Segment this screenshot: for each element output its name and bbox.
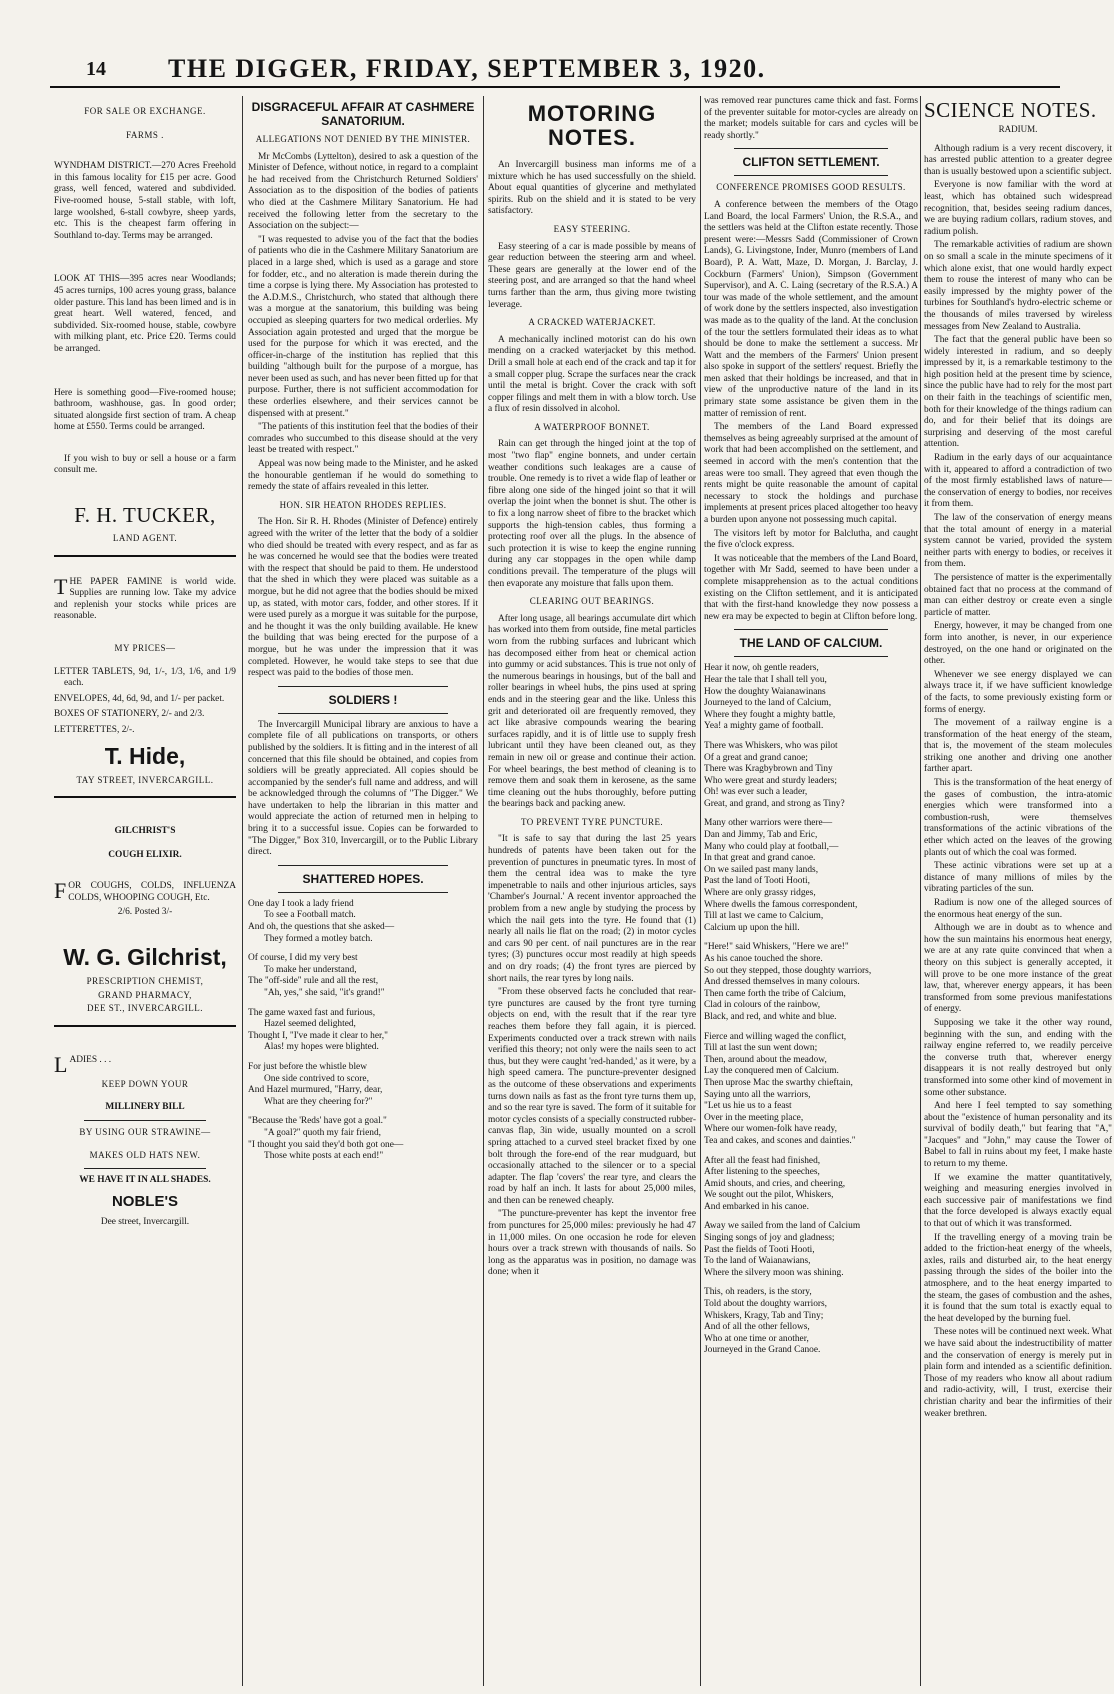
poem-line: As his canoe touched the shore. [704, 954, 823, 964]
poem-line: Calcium up upon the hill. [704, 922, 800, 933]
clifton-headline: CLIFTON SETTLEMENT. [742, 155, 880, 170]
motoring-paragraph: An Invercargill business man informs me of a mixture which he has used successfully on the shield. About equal quantities of glycerine and methylated spirits. Rub on the shield and it is stated to be very satisfactory. [488, 160, 696, 217]
poem-line: Where they fought a mighty battle, [704, 709, 836, 720]
price-letter-tablets: LETTER TABLETS, 9d, 1/-, 1/3, 1/6, and 1/9 each. [54, 666, 236, 689]
column-motoring [488, 96, 696, 1686]
clifton-paragraph: A conference between the members of the Otago Land Board, the local Farmers' Union, the R.S.A., and the settlers was held at the Clifton estate recently. Those present were:—Messrs Sadd (Commissioner of Crown Lands), G. Livingstone, Inder, Munro (members of Land Board), P. A. Watt, Maze, D. Morgan, J. Barclay, J. Cockburn (Farmers' Union), Simpson (Government Supervisor), and A. C. Laing (secretary of the R.S.A.) A tour was made of the whole settlement, and the amount of work done by the settlers inspected, also investigation was made as to the quality of the land. At the conclusion of the tour the settlers formulated their ideas as to what should be done to make the settlement a success. Mr Watt and the members of the Farmers' Union present also spoke in support of the settlers' request. Briefly the men asked that their holdings be increased, and that in view of the unproductive nature of the land in its primary state some assistance be given them in the matter of remission of rent. [704, 199, 918, 419]
poem-stanza [248, 953, 478, 999]
poem-line: Tea and cakes, and scones and dainties." [704, 1135, 856, 1146]
poem-line: Hear it now, oh gentle readers, [704, 663, 819, 674]
price-letterettes: LETTERETTES, 2/-. [54, 725, 135, 735]
sanatorium-headline: DISGRACEFUL AFFAIR AT CASHMERE SANATORIUM. [251, 100, 475, 128]
divider [278, 686, 448, 687]
price-stationery: BOXES OF STATIONERY, 2/- and 2/3. [54, 709, 205, 720]
poem-line: And dressed themselves in many colours. [704, 977, 860, 988]
agent-name: F. H. TUCKER, [74, 503, 216, 528]
poem-line: Till at last we came to Calcium, [704, 911, 824, 922]
poem-line: There was Whiskers, who was pilot [704, 740, 838, 751]
poem-stanza [704, 1287, 918, 1357]
poem-line: Past the fields of Tooti Hooti, [704, 1244, 815, 1255]
poem-line: Many other warriors were there— [704, 818, 833, 829]
hide-address: TAY STREET, INVERCARGILL. [76, 774, 214, 785]
motoring-headline: MOTORING NOTES. [527, 101, 657, 150]
science-paragraph: These notes will be continued next week. What we have said about the indestructibility of matter and the conservation of energy is merely put in plain form and intended as a scientific definition. Those of my readers who know all about radium and radio-activity, will, I trust, exercise their christian charity and bear the infirmities of their weaker brethren. [924, 1327, 1112, 1419]
poem-line: Singing songs of joy and gladness; [704, 1233, 835, 1244]
science-paragraph: This is the transformation of the heat energy of the gases of combustion, the intra-atomic energies which were transformed into a combustion-rush, were themselves transformations of the actinic vibrations of the ether which acted on the leaves of the growing plants out of which the coal was formed. [924, 778, 1112, 858]
poem-line: Thought I, "I've made it clear to her," [248, 1030, 388, 1041]
poem-line: On we sailed past many lands, [704, 864, 819, 875]
column-sanatorium [248, 96, 478, 1686]
poem-line: Many who could play at football,— [704, 841, 839, 852]
gilchrist-price: 2/6. Posted 3/- [117, 906, 173, 917]
poem-stanza [248, 1062, 478, 1108]
column-divider [242, 96, 243, 1686]
poem-line: We sought out the pilot, Whiskers, [704, 1190, 834, 1201]
ladies-line-2: MILLINERY BILL [105, 1102, 185, 1113]
poem-stanza [248, 1008, 478, 1054]
poem-line: After listening to the speeches, [704, 1167, 820, 1178]
sanatorium-paragraph: "I was requested to advise you of the fact that the bodies of patients who die in the Cashmere Military Sanatorium are placed in a large shed, which is used as a garage and store for fodder, etc., and no alteration is made therein during the time a corpse is lying there. My Association has protested to the A.D.M.S., Christchurch, who stated that although there was a morgue at the sanatorium, this building was being occupied as sleeping quarters for two medical orderlies. My Association again protested and urged that the morgue be used for the purpose for which it was erected, and the officer-in-charge of the institution has replied that this building "although built for the purpose of a morgue, has never been used as such, and has never been fitted up for that purpose. Further, there is not sufficient accommodation for these orderlies elsewhere, and their services cannot be dispensed with at present." [248, 234, 478, 419]
poem-line: One side contrived to score, [264, 1073, 369, 1084]
poem-line: After all the feast had finished, [704, 1155, 821, 1166]
agent-title: LAND AGENT. [112, 533, 178, 544]
farm-ad-wyndham: WYNDHAM DISTRICT.—270 Acres Freehold in this famous locality for £15 per acre. Good grass, well fenced, watered and subdivided. Five-roomed house, 5-stall stable, with loft, large woolshed, 6-stall cowbyre, sheep yards, etc. This is the cheapest farm offering in Southland to-day. Terms may be arranged. [54, 161, 236, 241]
science-paragraph: And here I feel tempted to say something about the "existence of human personality and its survival of bodily death," but fearing that "A," "Jacques" and "John," may cause the Tower of Babel to fall in ruins about my feet, I make haste to return to my theme. [924, 1101, 1112, 1170]
science-paragraph: Supposing we take it the other way round, beginning with the sun, and ending with the railway engine referred to, we readily perceive the converse truth that, wherever energy disappears it is not really destroyed but only transformed into some other kind of movement in some other substance. [924, 1017, 1112, 1098]
poem-line: And Hazel murmured, "Harry, dear, [248, 1085, 383, 1096]
divider [54, 555, 236, 557]
poem-line: And of all the other fellows, [704, 1322, 810, 1333]
divider [734, 629, 888, 630]
rhodes-subhead: HON. SIR HEATON RHODES REPLIES. [279, 499, 447, 510]
ladies-line-4: MAKES OLD HATS NEW. [89, 1150, 201, 1161]
poem-line: To make her understand, [264, 964, 357, 975]
science-paragraph: Although we are in doubt as to whence and how the sun maintains his enormous heat energy, we are at any rate quite convinced that when a theory on this subject is generally accepted, it will prove to be one more instance of the great law, that, wherever energy appears, it has been transformed from some previous manifestations of energy. [924, 923, 1112, 1015]
divider [54, 796, 236, 798]
poem-line: Who were great and sturdy leaders; [704, 775, 838, 786]
poem-line: "Here!" said Whiskers, "Here we are!" [704, 942, 849, 953]
calcium-poem [704, 663, 918, 1357]
poem-line: So out they stepped, those doughty warriors, [704, 965, 872, 976]
poem-line: "A goal?" quoth my fair friend, [264, 1127, 381, 1138]
poem-stanza [704, 1156, 918, 1214]
poem-line: Past the land of Tooti Hooti, [704, 876, 810, 887]
poem-stanza [248, 1116, 478, 1162]
poem-line: In that great and grand canoe. [704, 853, 816, 864]
poem-line: Away we sailed from the land of Calcium [704, 1221, 861, 1232]
clifton-paragraph: The visitors left by motor for Balclutha, and caught the five o'clock express. [704, 528, 918, 551]
gilchrist-line-3: DEE ST., INVERCARGILL. [86, 1003, 204, 1014]
newspaper-title: THE DIGGER, FRIDAY, SEPTEMBER 3, 1920. [168, 54, 766, 83]
poem-line: Whiskers, Kragy, Tab and Tiny; [704, 1310, 824, 1321]
poem-line: And oh, the questions that she asked— [248, 922, 395, 933]
poem-line: Dan and Jimmy, Tab and Eric, [704, 830, 818, 841]
motoring-paragraph: "From these observed facts he concluded that rear-tyre punctures are caused by the front tyre turning objects on end, with the result that if the rear tyre reaches them before they fall again, it is pierced. Experiments conducted over a track strewn with nails verified this theory; not only were the nails seen to act thus, but they were caught 'red-handed,' as it were, by a high speed camera. The puncture-preventer designed as the outcome of these observations and experiments turns down nails as fast as the front tyre turns them up, and so the rear tyre is saved. The form of it suitable for motor cycles consists of a specially constructed rubber-canvas flap, 3in wide, usually mounted on a scroll spring attached to a curved steel bracket fixed by one bolt through the fore-end of the rear mudguard, but occasionally attached to the silencer or to a special adapter. The flap 'covers' the rear tyre, and clears the road by half an inch. It lasts for about 25,000 miles, and then can be renewed cheaply. [488, 987, 696, 1206]
poem-line: Hazel seemed delighted, [264, 1019, 356, 1030]
sanatorium-paragraph: Appeal was now being made to the Minister, and he asked the honourable gentleman if he would do something to remedy the state of affairs revealed in this letter. [248, 459, 478, 493]
poem-line: Oh! was ever such a leader, [704, 787, 808, 798]
poem-line: Of a great and grand canoe; [704, 752, 808, 763]
for-sale-heading: FOR SALE OR EXCHANGE. [84, 106, 206, 116]
bonnet-subhead: A WATERPROOF BONNET. [534, 421, 650, 432]
poem-line: Where the silvery moon was shining. [704, 1267, 844, 1278]
poem-line: "Let us hie us to a feast [704, 1101, 792, 1112]
sanatorium-paragraph: Mr McCombs (Lyttelton), desired to ask a question of the Minister of Defence, without notice, in regard to a complaint he had received from the Christchurch Returned Soldiers' Association as to the disposition of the bodies of patients who died at the Cashmere Military Sanatorium. He had received the following letter from the secretary to the Association on the subject:— [248, 151, 478, 232]
soldiers-headline: SOLDIERS ! [328, 692, 398, 707]
poem-line: Yea! a mighty game of football. [704, 721, 824, 732]
sanatorium-subhead: ALLEGATIONS NOT DENIED BY THE MINISTER. [255, 134, 471, 144]
poem-line: They formed a motley batch. [264, 933, 373, 944]
poem-line: Alas! my hopes were blighted. [264, 1042, 379, 1053]
poem-stanza [704, 663, 918, 733]
poem-line: For just before the whistle blew [248, 1061, 367, 1072]
poem-line: Fierce and willing waged the conflict, [704, 1031, 847, 1042]
poem-line: Then, around about the meadow, [704, 1054, 827, 1065]
poem-line: Lay the conquered men of Calcium. [704, 1066, 839, 1077]
divider [278, 713, 448, 714]
poem-line: One day I took a lady friend [248, 898, 354, 909]
divider [54, 1025, 236, 1027]
ladies-heading: LADIES . . . [54, 1051, 112, 1077]
column-divider [920, 96, 921, 1686]
ladies-line-5: WE HAVE IT IN ALL SHADES. [79, 1174, 211, 1185]
science-paragraph: The movement of a railway engine is a transformation of the heat energy of the steam, that is, the movement of the steam molecules striking one another and driving one another farther apart. [924, 718, 1112, 775]
column-clifton [704, 96, 918, 1686]
poem-stanza [704, 1032, 918, 1148]
nobles-address: Dee street, Invercargill. [100, 1216, 190, 1227]
hide-brand: T. Hide, [104, 742, 186, 769]
column-science [924, 96, 1112, 1686]
nobles-brand: NOBLE'S [111, 1192, 179, 1210]
poem-line: Amid shouts, and cries, and cheering, [704, 1178, 846, 1189]
divider [734, 148, 888, 149]
poem-stanza [704, 942, 918, 1023]
gilchrist-brand: W. G. Gilchrist, [63, 944, 227, 971]
divider [278, 892, 448, 893]
poem-stanza [704, 1221, 918, 1279]
gilchrist-product-name: COUGH ELIXIR. [108, 849, 182, 860]
poem-line: This, oh readers, is the story, [704, 1287, 812, 1298]
poem-line: Then came forth the tribe of Calcium, [704, 988, 846, 999]
poem-line: Hear the tale that I shall tell you, [704, 674, 827, 685]
science-paragraph: Whenever we see energy displayed we can always trace it, if we have sufficient knowledge of the facts, to some previously existing form or forms of energy. [924, 669, 1112, 715]
divider [734, 656, 888, 657]
ladies-line-3: BY USING OUR STRAWINE— [79, 1126, 211, 1137]
consult-note: If you wish to buy or sell a house or a farm consult me. [54, 453, 236, 476]
science-paragraph: If the travelling energy of a moving train be added to the friction-heat energy of the wheels, axles, rails and disturbed air, to the heat energy passing through the sides of the boiler into the atmosphere, and to the heat energy imparted to the steam, the gases of combustion and the ashes, it is found that the sum total is exactly equal to the heat developed by the burning fuel. [924, 1232, 1112, 1324]
puncture-subhead: TO PREVENT TYRE PUNCTURE. [520, 816, 663, 827]
poem-stanza [248, 899, 478, 945]
price-envelopes: ENVELOPES, 4d, 6d, 9d, and 1/- per packet. [54, 693, 225, 704]
farm-ad-woodlands: LOOK AT THIS—395 acres near Woodlands; 45 acres turnips, 100 acres young grass, balance older pasture. This land has been limed and is in great heart. Well watered, fenced, and subdivided. Six-roomed house, stable, cowbyre with milking plant, etc. Price £20. Terms could be arranged. [54, 274, 236, 354]
poem-line: Then uprose Mac the swarthy chieftain, [704, 1077, 853, 1088]
poem-line: Black, and red, and white and blue. [704, 1011, 837, 1022]
poem-line: How the doughty Waianawinans [704, 686, 826, 697]
poem-line: Great, and grand, and strong as Tiny? [704, 798, 845, 809]
poem-line: There was Kragbybrown and Tiny [704, 764, 833, 775]
poem-line: Till at last the sun went down; [704, 1043, 818, 1054]
motoring-continued: was removed rear punctures came thick and fast. Forms of the preventer suitable for motor-cycles are already on the market; models suitable for cars and cycles will be ready shortly." [704, 96, 918, 141]
poem-line: The "off-side" rule and all the rest, [248, 976, 379, 987]
science-paragraph: Radium is now one of the alleged sources of the enormous heat energy of the sun. [924, 898, 1112, 920]
gilchrist-line-2: GRAND PHARMACY, [98, 989, 192, 1000]
divider [278, 865, 448, 866]
science-paragraph: If we examine the matter quantitatively, weighing and measuring energies involved in each successive pair of manifestations we find that the force developed is always exactly equal to that out of which it was transformed. [924, 1172, 1112, 1230]
poem-line: To the land of Waianawians, [704, 1256, 811, 1267]
page-number: 14 [86, 58, 106, 80]
science-paragraph: Although radium is a very recent discovery, it has arrested public attention to a greater degree than is usually bestowed upon a scientific subject. [924, 143, 1112, 177]
poem-line: "Because the 'Reds' have got a goal." [248, 1116, 387, 1127]
science-paragraph: Everyone is now familiar with the word at least, which has obtained such widespread recognition, that, besides seeing radium dances, we are buying radium collars, radium stoves, and radium polish. [924, 180, 1112, 237]
paper-famine-ad: THE PAPER FAMINE is world wide. Supplies are running low. Take my advice and replenish your stocks while prices are reasonable. [54, 573, 236, 622]
column-divider [700, 96, 701, 1686]
my-prices-heading: MY PRICES— [114, 643, 176, 654]
science-paragraph: The persistence of matter is the experimentally obtained fact that no process at the command of man can either destroy or create even a single particle of matter. [924, 572, 1112, 618]
poem-line: Those white posts at each end!" [264, 1151, 384, 1162]
motoring-paragraph: "It is safe to say that during the last 25 years hundreds of patents have been taken out for the prevention of punctures in pneumatic tyres. In most of them the central idea was to make the tyre impenetrable to nails and other injurious articles, says 'Chamber's Journal.' A recent inventor approached the problem from a new angle by studying the process by which the nail gets into the tyre. He found that (1) nearly all nails lie flat on the road; (2) in motor cycles and cars 90 per cent. of nail punctures are in the rear tyres; (3) punctures occur most readily at high speeds and on dry roads; (4) the front tyres are pierced by short nails, the rear tyres by long nails. [488, 834, 696, 984]
rhodes-paragraph: The Hon. Sir R. H. Rhodes (Minister of Defence) entirely agreed with the writer of the letter that the body of a soldier who died should be treated with every respect, and as far as he was concerned he would see that the bodies were treated with the respect that should be paid to them. He understood that the shed in which they were placed was suitable as a morgue, but he did not agree that the bodies should be mixed up, as stated, with motor cars, fodder, and other stores. If it were used purely as a morgue it was suitable for the purpose, and he thought it was the only building available. He knew the building that was being erected for the purpose of a morgue, but he was under the impression that it was completed. However, he would take steps to see that due respect was paid to the bodies of those men. [248, 517, 478, 679]
waterjacket-subhead: A CRACKED WATERJACKET. [528, 317, 656, 328]
gilchrist-product: GILCHRIST'S [114, 826, 176, 837]
motoring-paragraph: Rain can get through the hinged joint at the top of most "two flap" engine bonnets, and under certain weather conditions such leakages are a cause of trouble. One remedy is to rivet a wide flap of leather or fibre along one side of the hinged joint so that it will overlap the joint when the bonnet is shut. The other is to fix a long narrow sheet of fibre to the bracket which supports the high-tension cables, thus forming a protecting roof over all the plugs. In the absence of such protection it is wise to keep the engine running during any car stoppages in the open while damp conditions prevail. The temperature of the plugs will then evaporate any moisture that falls upon them. [488, 439, 696, 589]
science-paragraph: The fact that the general public have been so widely interested in radium, and so deeply impressed by it, is a remarkable testimony to the high position held at the present time by science, since the public have had to rely for the most part on their faith in the teachings of scientific men, both for their knowledge of the things radium can do, and for their belief that its doings are surprising and deserving of the most careful attention. [924, 335, 1112, 450]
motoring-paragraph: Easy steering of a car is made possible by means of gear reduction between the steering arm and wheel. These gears are generally at the lower end of the steering post, and are arranged so that the hand wheel turns farther than the arm, thus giving more twisting leverage. [488, 241, 696, 310]
clifton-paragraph: The members of the Land Board expressed themselves as being agreeably surprised at the amount of work that had been accomplished on the settlement, and seemed in accord with the men's contention that the areas were too small. They agreed that even though the rents might be quite reasonable the amount of capital necessary to stock the holdings and purchase implements at present prices placed altogether too heavy a burden upon anyone not possessing much capital. [704, 422, 918, 525]
farms-heading: FARMS . [126, 129, 164, 140]
poem-line: Journeyed to the land of Calcium, [704, 698, 832, 709]
poem-line: And embarked in his canoe. [704, 1201, 809, 1212]
clifton-subhead: CONFERENCE PROMISES GOOD RESULTS. [716, 182, 906, 193]
poem-line: Where are only grassy ridges, [704, 888, 816, 899]
poem-line: To see a Football match. [264, 910, 356, 921]
science-paragraph: The remarkable activities of radium are shown on so small a scale in the minute specimens of it which alone exist, that one would hardly expect them to rouse the interest of many who can be easily impressed by the mighty power of the turbines for Southland's hydro-electric scheme or the thousands of miles traversed by wireless messages from New Zealand to Australia. [924, 240, 1112, 332]
poem-line: Of course, I did my very best [248, 953, 358, 964]
poem-line: Journeyed in the Grand Canoe. [704, 1345, 821, 1356]
poem-line: Where dwells the famous correspondent, [704, 899, 858, 910]
science-paragraph: Radium in the early days of our acquaintance with it, appeared to afford a contradiction of two of the most firmly established laws of nature—the conservation of energy to bodies, nor receives it from them. [924, 453, 1112, 510]
shattered-hopes-headline: SHATTERED HOPES. [302, 871, 424, 886]
poem-line: Told about the doughty warriors, [704, 1299, 828, 1310]
divider [734, 175, 888, 176]
poem-line: "Ah, yes," she said, "it's grand!" [264, 988, 385, 998]
masthead [50, 56, 1060, 88]
clifton-paragraph: It was noticeable that the members of the Land Board, together with Mr Sadd, seemed to have been under a complete misapprehension as to the actual conditions existing on the Clifton settlement, and it is anticipated that with the first-hand knowledge they now possess a new era may be expected to begin at Clifton before long. [704, 553, 918, 622]
gilchrist-for: FOR COUGHS, COLDS, INFLUENZA COLDS, WHOOPING COUGH, Etc. [54, 878, 236, 904]
poem-stanza [704, 741, 918, 811]
house-ad: Here is something good—Five-roomed house; bathroom, washhouse, gas. In good order; situated alongside first section of tram. A cheap home at £550. Terms could be arranged. [54, 387, 236, 433]
poem-line: "I thought you said they'd both got one— [248, 1139, 404, 1150]
science-paragraph: These actinic vibrations were set up at a distance of many millions of miles by the vibrating particles of the sun. [924, 861, 1112, 895]
motoring-paragraph: A mechanically inclined motorist can do his own mending on a cracked waterjacket by this method. Drill a small hole at each end of the crack and tap it for a small copper plug. Scrape the surfaces near the crack until the metal is bright. Cover the crack with soft copper filings and melt them in with a blow torch. Use a flux of resin dissolved in alcohol. [488, 334, 696, 415]
poem-stanza [704, 818, 918, 934]
bearings-subhead: CLEARING OUT BEARINGS. [529, 596, 655, 607]
ladies-line-1: KEEP DOWN YOUR [101, 1078, 189, 1089]
column-advertisements [54, 96, 236, 1686]
sanatorium-paragraph: "The patients of this institution feel that the bodies of their comrades who succumbed to this disease should at the very least be treated with respect." [248, 422, 478, 456]
science-headline: SCIENCE NOTES. [924, 98, 1097, 122]
science-paragraph: The law of the conservation of energy means that the total amount of energy in a material system cannot be varied, provided the system neither parts with energy to bodies, or receives it from them. [924, 513, 1112, 570]
divider [84, 1168, 206, 1169]
poem-line: Where our women-folk have ready, [704, 1124, 837, 1135]
poem-line: Over in the meeting place, [704, 1112, 804, 1123]
poem-line: Clad in colours of the rainbow, [704, 1000, 821, 1011]
radium-subhead: RADIUM. [998, 124, 1038, 134]
calcium-headline: THE LAND OF CALCIUM. [739, 636, 883, 651]
poem-line: Who at one time or another, [704, 1333, 809, 1344]
gilchrist-line-1: PRESCRIPTION CHEMIST, [86, 976, 204, 987]
column-divider [483, 96, 484, 1686]
motoring-paragraph: "The puncture-preventer has kept the inventor free from punctures for 25,000 miles: previously he had 47 in 11,000 miles. On one occasion he rode for eleven hours over a track strewn with thousands of nails. So long as the apparatus was in position, no damage was done; when it [488, 1209, 696, 1278]
soldiers-paragraph: The Invercargill Municipal library are anxious to have a complete file of all publications on transports, or others published by the soldiers. It is fitting and in the interest of all concerned that this file should be obtained, and copies from soldiers will be greatly appreciated. All copies should be accompanied by the sender's full name and address, and will be acknowledged through the columns of "The Digger." We have undertaken to help the librarian in this matter and would appreciate the action of returned men in helping to bring it to a successful issue. Copies can be forwarded to "The Digger," Box 310, Invercargill, or to the Public Library direct. [248, 719, 478, 858]
poem-line: What are they cheering for?" [264, 1096, 373, 1107]
easy-steering-subhead: EASY STEERING. [553, 223, 631, 234]
poem-line: The game waxed fast and furious, [248, 1007, 376, 1018]
poem-line: Saying unto all the warriors, [704, 1089, 811, 1100]
divider [84, 1120, 206, 1121]
science-paragraph: Energy, however, it may be changed from one form into another, is never, in our experience destroyed, on the one hand or originated on the other. [924, 621, 1112, 667]
motoring-paragraph: After long usage, all bearings accumulate dirt which has worked into them from outside, fine metal particles worn from the rubbing surfaces and lubricant which has decomposed either from heat or chemical action into gummy or acid substances. This is true not only of the numerous bearings in housings, but of the ball and roller bearings in wheel hubs, the pins used at spring ends and in the steering gear and the like. Unless this grit and deteriorated oil are frequently removed, they act like abrasive compounds wearing the bearing surfaces rapidly, and it is of little use to supply fresh lubricant until they have been cleaned out, as they remain in new oil or grease and continue their action. For wheel bearings, the best method of cleaning is to remove them and soak them in kerosene, as the same time cleaning out the hubs thoroughly, before putting the bearings back and packing anew. [488, 613, 696, 810]
shattered-hopes-poem [248, 899, 478, 1163]
